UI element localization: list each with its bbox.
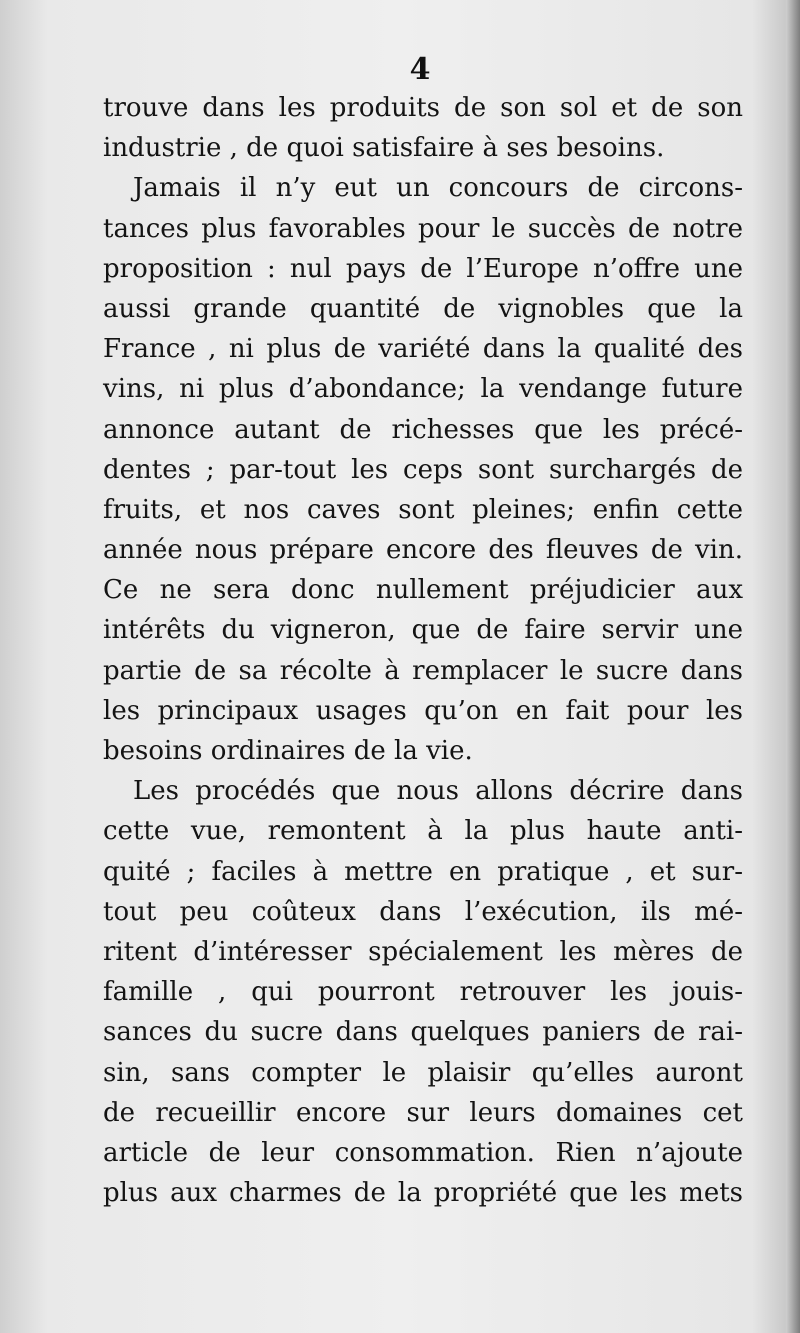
text-line: partie de sa récolte à remplacer le sucre dans [103, 655, 743, 686]
text-line: ritent d’intéresser spécialement les mères de [103, 936, 743, 967]
text-line: fruits, et nos caves sont pleines; enfin cette [103, 494, 743, 525]
text-line: article de leur consommation. Rien n’ajoute [103, 1137, 743, 1168]
text-line: famille , qui pourront retrouver les jouis- [103, 977, 743, 1008]
text-line: les principaux usages qu’on en fait pour les [103, 695, 743, 726]
text-line: année nous prépare encore des fleuves de vin. [103, 535, 743, 566]
text-line: Jamais il n’y eut un concours de circons- [133, 173, 743, 204]
text-line: plus aux charmes de la propriété que les mets [103, 1178, 743, 1209]
text-line: annonce autant de richesses que les précé- [103, 414, 743, 445]
text-line: proposition : nul pays de l’Europe n’offre une [103, 253, 743, 284]
text-line: vins, ni plus d’abondance; la vendange future [103, 374, 743, 405]
text-line: sances du sucre dans quelques paniers de rai- [103, 1017, 743, 1048]
text-line: intérêts du vigneron, que de faire servir une [103, 615, 743, 646]
text-line: Les procédés que nous allons décrire dans [133, 776, 743, 807]
page-number: 4 [409, 52, 431, 87]
text-line: tances plus favorables pour le succès de notre [103, 213, 743, 244]
text-line: cette vue, remontent à la plus haute anti- [103, 816, 743, 847]
text-line: tout peu coûteux dans l’exécution, ils mé- [103, 896, 743, 927]
text-line: dentes ; par-tout les ceps sont surchargés de [103, 454, 743, 485]
text-line: de recueillir encore sur leurs domaines cet [103, 1097, 743, 1128]
body-text [103, 88, 743, 1213]
text-line: quité ; faciles à mettre en pratique , et sur- [103, 856, 743, 887]
text-line: Ce ne sera donc nullement préjudicier aux [103, 575, 743, 606]
text-line: trouve dans les produits de son sol et de son [103, 93, 743, 123]
text-line: sin, sans compter le plaisir qu’elles auront [103, 1057, 743, 1088]
text-line: industrie , de quoi satisfaire à ses besoins. [103, 133, 665, 164]
text-line: France , ni plus de variété dans la qualité des [103, 334, 743, 365]
text-line: besoins ordinaires de la vie. [103, 736, 473, 766]
page-edge-shadow [786, 0, 800, 1333]
text-line: aussi grande quantité de vignobles que la [103, 293, 743, 324]
